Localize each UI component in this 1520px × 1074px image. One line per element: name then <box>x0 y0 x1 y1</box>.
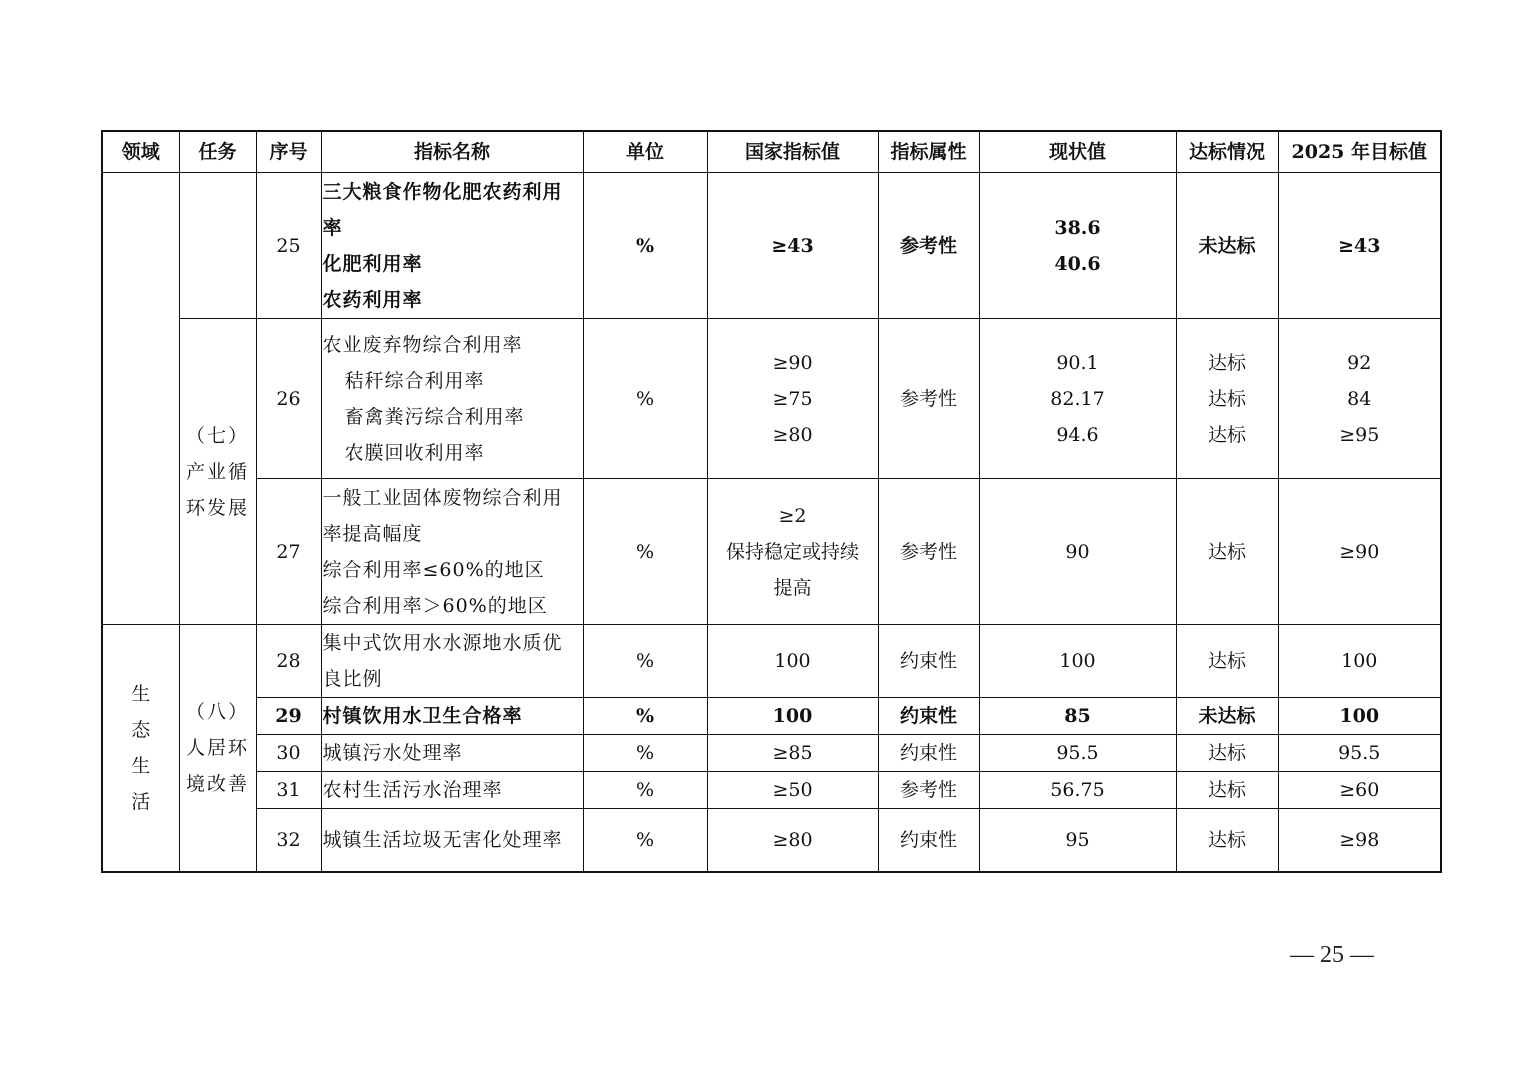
header-unit: 单位 <box>583 131 707 173</box>
indicator-name: 城镇生活垃圾无害化处理率 <box>321 809 583 872</box>
status: 未达标 <box>1176 173 1278 319</box>
status: 达标 <box>1176 735 1278 772</box>
current-value: 100 <box>979 625 1176 698</box>
table-row <box>102 735 1441 772</box>
table-row <box>102 625 1441 698</box>
national-value: ≥50 <box>707 772 878 809</box>
target-value: 100 <box>1278 698 1441 735</box>
current-value: 95.5 <box>979 735 1176 772</box>
unit: % <box>583 809 707 872</box>
status: 达标 <box>1176 772 1278 809</box>
header-target: 2025 年目标值 <box>1278 131 1441 173</box>
current-value: 95 <box>979 809 1176 872</box>
table-row <box>102 698 1441 735</box>
attribute: 约束性 <box>878 809 979 872</box>
current-value: 90.1 82.17 94.6 <box>979 319 1176 479</box>
status: 达标 <box>1176 625 1278 698</box>
indicator-name: 农业废弃物综合利用率 秸秆综合利用率 畜禽粪污综合利用率 农膜回收利用率 <box>321 319 583 479</box>
status: 未达标 <box>1176 698 1278 735</box>
target-value: ≥43 <box>1278 173 1441 319</box>
header-attr: 指标属性 <box>878 131 979 173</box>
row-no: 29 <box>256 698 321 735</box>
national-value: 100 <box>707 625 878 698</box>
attribute: 约束性 <box>878 735 979 772</box>
domain-cell-empty <box>102 173 179 625</box>
header-national: 国家指标值 <box>707 131 878 173</box>
row-no: 30 <box>256 735 321 772</box>
header-task: 任务 <box>179 131 256 173</box>
row-no: 28 <box>256 625 321 698</box>
target-value: ≥90 <box>1278 479 1441 625</box>
table-row <box>102 173 1441 319</box>
row-no: 31 <box>256 772 321 809</box>
indicator-table <box>101 130 1442 873</box>
national-value: 100 <box>707 698 878 735</box>
table-row <box>102 479 1441 625</box>
attribute: 参考性 <box>878 479 979 625</box>
target-value: ≥98 <box>1278 809 1441 872</box>
unit: % <box>583 319 707 479</box>
indicator-name: 农村生活污水治理率 <box>321 772 583 809</box>
target-value: 95.5 <box>1278 735 1441 772</box>
row-no: 27 <box>256 479 321 625</box>
task-cell-empty <box>179 173 256 319</box>
header-no: 序号 <box>256 131 321 173</box>
unit: % <box>583 735 707 772</box>
target-value: 92 84 ≥95 <box>1278 319 1441 479</box>
unit: % <box>583 625 707 698</box>
header-current: 现状值 <box>979 131 1176 173</box>
table-row <box>102 809 1441 872</box>
row-no: 26 <box>256 319 321 479</box>
table-row <box>102 319 1441 479</box>
task-8: （八） 人居环 境改善 <box>179 625 256 872</box>
status: 达标 <box>1176 479 1278 625</box>
header-domain: 领域 <box>102 131 179 173</box>
header-status: 达标情况 <box>1176 131 1278 173</box>
national-value: ≥43 <box>707 173 878 319</box>
indicator-name: 一般工业固体废物综合利用 率提高幅度 综合利用率≤60%的地区 综合利用率＞60%的地区 <box>321 479 583 625</box>
current-value: 38.6 40.6 <box>979 173 1176 319</box>
attribute: 参考性 <box>878 319 979 479</box>
attribute: 参考性 <box>878 173 979 319</box>
national-value: ≥2 保持稳定或持续 提高 <box>707 479 878 625</box>
attribute: 参考性 <box>878 772 979 809</box>
national-value: ≥90 ≥75 ≥80 <box>707 319 878 479</box>
target-value: 100 <box>1278 625 1441 698</box>
header-row <box>102 131 1441 173</box>
unit: % <box>583 479 707 625</box>
indicator-name: 城镇污水处理率 <box>321 735 583 772</box>
indicator-name: 三大粮食作物化肥农药利用 率 化肥利用率 农药利用率 <box>321 173 583 319</box>
row-no: 32 <box>256 809 321 872</box>
page-number: — 25 — <box>1290 942 1374 968</box>
unit: % <box>583 173 707 319</box>
attribute: 约束性 <box>878 625 979 698</box>
unit: % <box>583 772 707 809</box>
row-no: 25 <box>256 173 321 319</box>
current-value: 90 <box>979 479 1176 625</box>
attribute: 约束性 <box>878 698 979 735</box>
target-value: ≥60 <box>1278 772 1441 809</box>
current-value: 56.75 <box>979 772 1176 809</box>
unit: % <box>583 698 707 735</box>
national-value: ≥80 <box>707 809 878 872</box>
table-row <box>102 772 1441 809</box>
header-name: 指标名称 <box>321 131 583 173</box>
national-value: ≥85 <box>707 735 878 772</box>
indicator-name: 集中式饮用水水源地水质优 良比例 <box>321 625 583 698</box>
indicator-name: 村镇饮用水卫生合格率 <box>321 698 583 735</box>
status: 达标 <box>1176 809 1278 872</box>
domain-eco-life: 生 态 生 活 <box>102 625 179 872</box>
status: 达标 达标 达标 <box>1176 319 1278 479</box>
current-value: 85 <box>979 698 1176 735</box>
task-7: （七） 产业循 环发展 <box>179 319 256 625</box>
